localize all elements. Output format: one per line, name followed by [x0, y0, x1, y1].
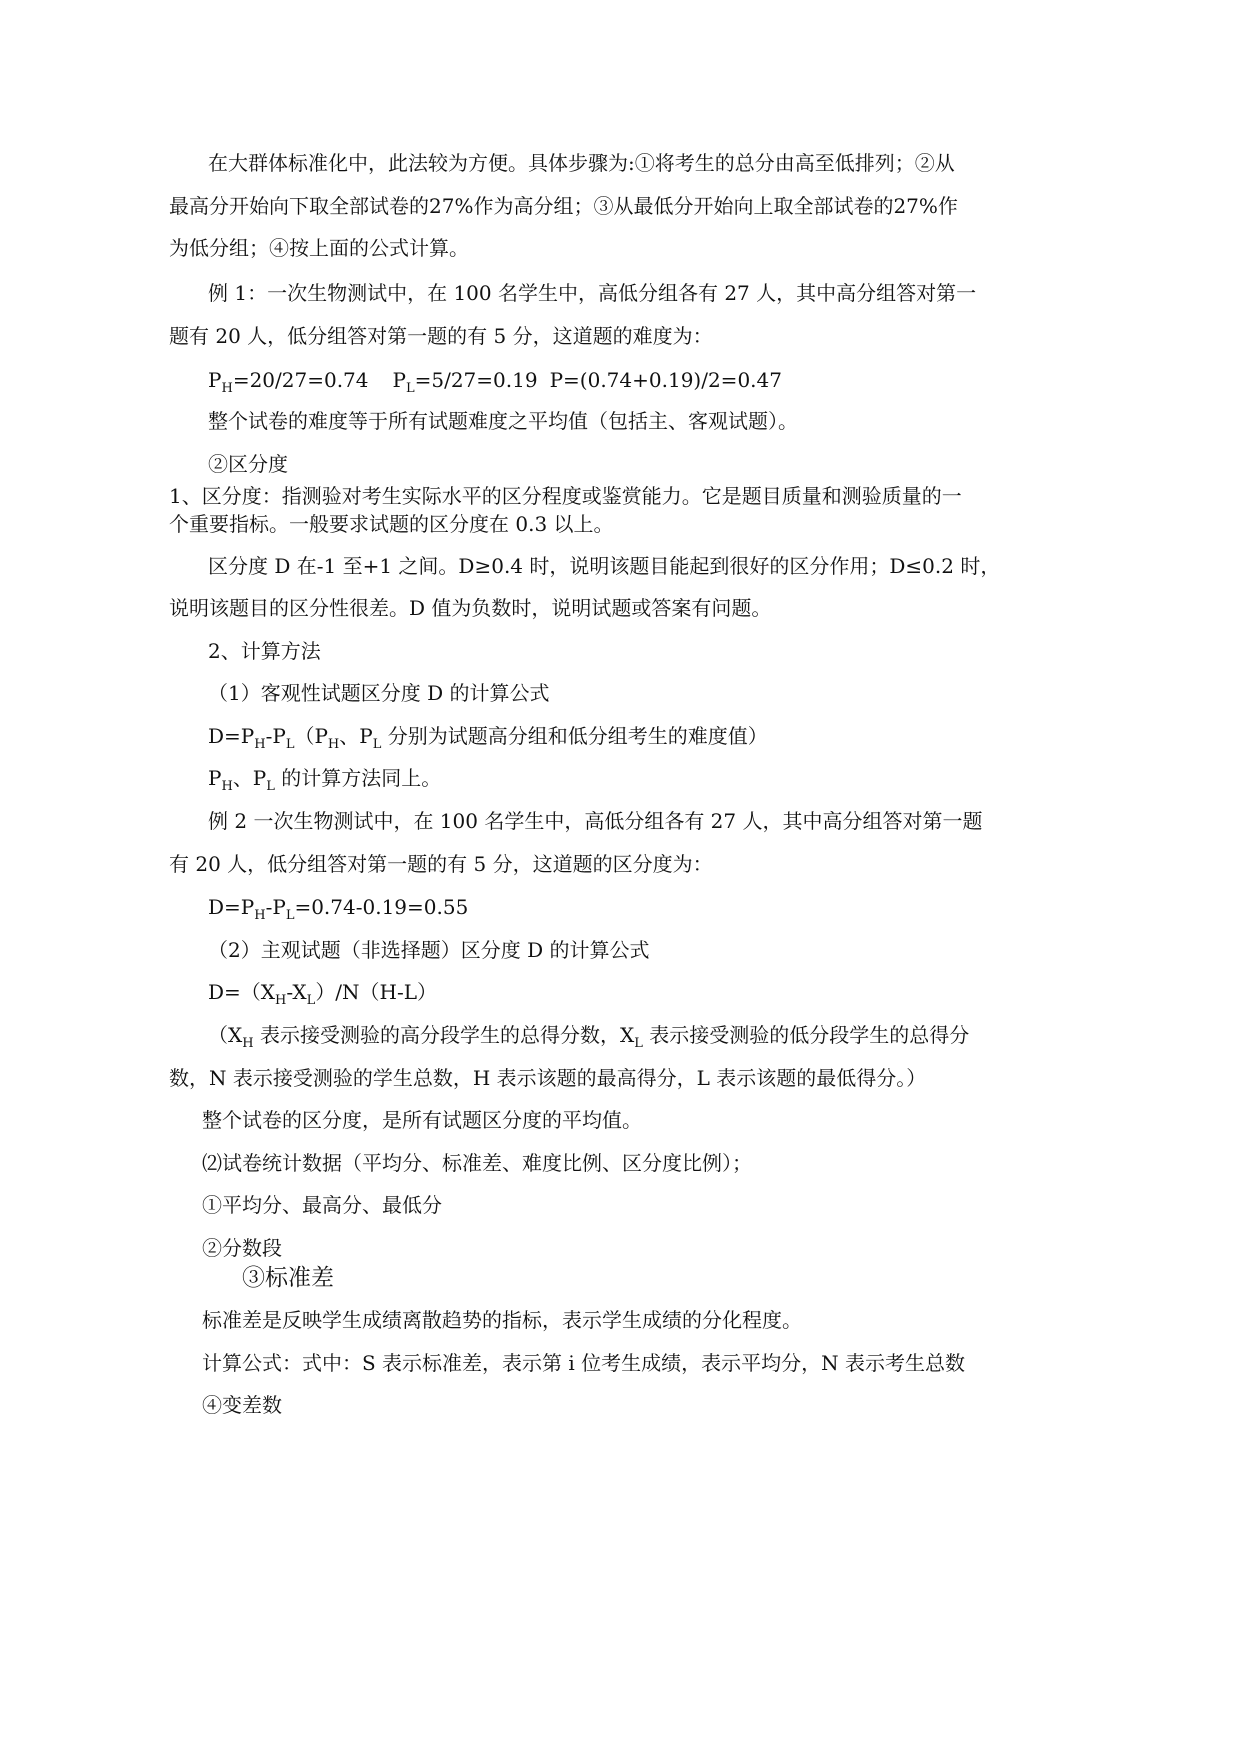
example-1-line: 题有 20 人，低分组答对第一题的有 5 分，这道题的难度为：: [169, 324, 713, 348]
definition-line: 个重要指标。一般要求试题的区分度在 0.3 以上。: [169, 512, 614, 536]
subscript: L: [306, 993, 316, 1008]
formula-text: ）/N（H-L）: [315, 980, 438, 1004]
paragraph-line: 为低分组；④按上面的公式计算。: [169, 236, 469, 260]
std-description: 标准差是反映学生成绩离散趋势的指标，表示学生成绩的分化程度。: [202, 1308, 802, 1332]
pl-base: P: [392, 368, 406, 392]
subscript: L: [372, 737, 382, 752]
example-2-line: 例 2 一次生物测试中，在 100 名学生中，高低分组各有 27 人，其中高分组答对第一题: [208, 809, 983, 833]
pl-subscript: L: [405, 381, 415, 396]
formula-text: 表示接受测验的低分段学生的总得分: [642, 1023, 970, 1047]
stats-item: ②分数段: [202, 1236, 282, 1260]
subscript: L: [634, 1036, 643, 1051]
paragraph-line: 最高分开始向下取全部试卷的27%作为高分组；③从最低分开始向上取全部试卷的27%作: [169, 194, 958, 218]
stats-item: ①平均分、最高分、最低分: [202, 1193, 442, 1217]
example-1-formula: [208, 366, 782, 394]
formula-objective: [208, 722, 768, 750]
pl-value: =5/27=0.19: [414, 368, 538, 392]
formula-text: 表示接受测验的高分段学生的总得分数，X: [253, 1023, 635, 1047]
formula-text: P: [208, 766, 222, 790]
subscript: H: [221, 779, 233, 794]
ph-value: =20/27=0.74: [232, 368, 369, 392]
formula-text: （P: [294, 724, 328, 748]
range-line: 说明该题目的区分性很差。D 值为负数时，说明试题或答案有问题。: [169, 596, 772, 620]
range-line: 区分度 D 在-1 至+1 之间。D≥0.4 时，说明该题目能起到很好的区分作用；D≤0.2 时，: [208, 554, 1001, 578]
formula-text: =0.74-0.19=0.55: [294, 895, 469, 919]
paragraph-line: 在大群体标准化中，此法较为方便。具体步骤为:①将考生的总分由高至低排列；②从: [208, 151, 955, 175]
subsection-heading: （1）客观性试题区分度 D 的计算公式: [208, 681, 550, 705]
section-heading: 2、计算方法: [208, 639, 321, 663]
paragraph-line: 整个试卷的难度等于所有试题难度之平均值（包括主、客观试题）。: [208, 409, 798, 433]
subsection-heading: （2）主观试题（非选择题）区分度 D 的计算公式: [208, 938, 650, 962]
formula-subjective: [208, 978, 437, 1006]
subscript: H: [327, 737, 340, 752]
stats-title: ⑵试卷统计数据（平均分、标准差、难度比例、区分度比例）；: [202, 1151, 752, 1175]
formula-text: 分别为试题高分组和低分组考生的难度值）: [381, 724, 768, 748]
paragraph-line: 整个试卷的区分度，是所有试题区分度的平均值。: [202, 1108, 642, 1132]
subscript: H: [254, 737, 266, 752]
formula-text: -X: [286, 980, 307, 1004]
formula-text: 的计算方法同上。: [274, 766, 442, 790]
example-1-line: 例 1：一次生物测试中，在 100 名学生中，高低分组各有 27 人，其中高分组答对第一: [208, 281, 977, 305]
stats-item: ④变差数: [202, 1393, 282, 1417]
p-value: P=(0.74+0.19)/2=0.47: [549, 368, 782, 392]
subscript: H: [254, 908, 266, 923]
formula-text: （X: [208, 1023, 243, 1047]
ph-subscript: H: [221, 381, 233, 396]
subscript: L: [266, 779, 275, 794]
formula-text: 、P: [339, 724, 373, 748]
stats-item: ③标准差: [242, 1265, 334, 1291]
ph-base: P: [208, 368, 222, 392]
same-method-line: [208, 764, 441, 792]
example-2-formula: [208, 893, 468, 921]
formula-text: D=P: [208, 895, 255, 919]
section-heading: ②区分度: [208, 452, 288, 476]
formula-text: -P: [265, 724, 286, 748]
formula-text: D=P: [208, 724, 255, 748]
formula-text: 、P: [232, 766, 267, 790]
subscript: L: [285, 737, 295, 752]
formula-text: D=（X: [208, 980, 276, 1004]
example-2-line: 有 20 人，低分组答对第一题的有 5 分，这道题的区分度为：: [169, 852, 713, 876]
subscript: H: [275, 993, 287, 1008]
definition-line: 1、区分度：指测验对考生实际水平的区分程度或鉴赏能力。它是题目质量和测验质量的一: [169, 484, 962, 508]
explain-line: [208, 1021, 969, 1049]
explain-line: 数，N 表示接受测验的学生总数，H 表示该题的最高得分，L 表示该题的最低得分。）: [169, 1066, 927, 1090]
subscript: L: [285, 908, 295, 923]
subscript: H: [242, 1036, 254, 1051]
std-formula: 计算公式：式中：S 表示标准差，表示第 i 位考生成绩，表示平均分，N 表示考生总数: [202, 1351, 966, 1375]
formula-text: -P: [265, 895, 286, 919]
